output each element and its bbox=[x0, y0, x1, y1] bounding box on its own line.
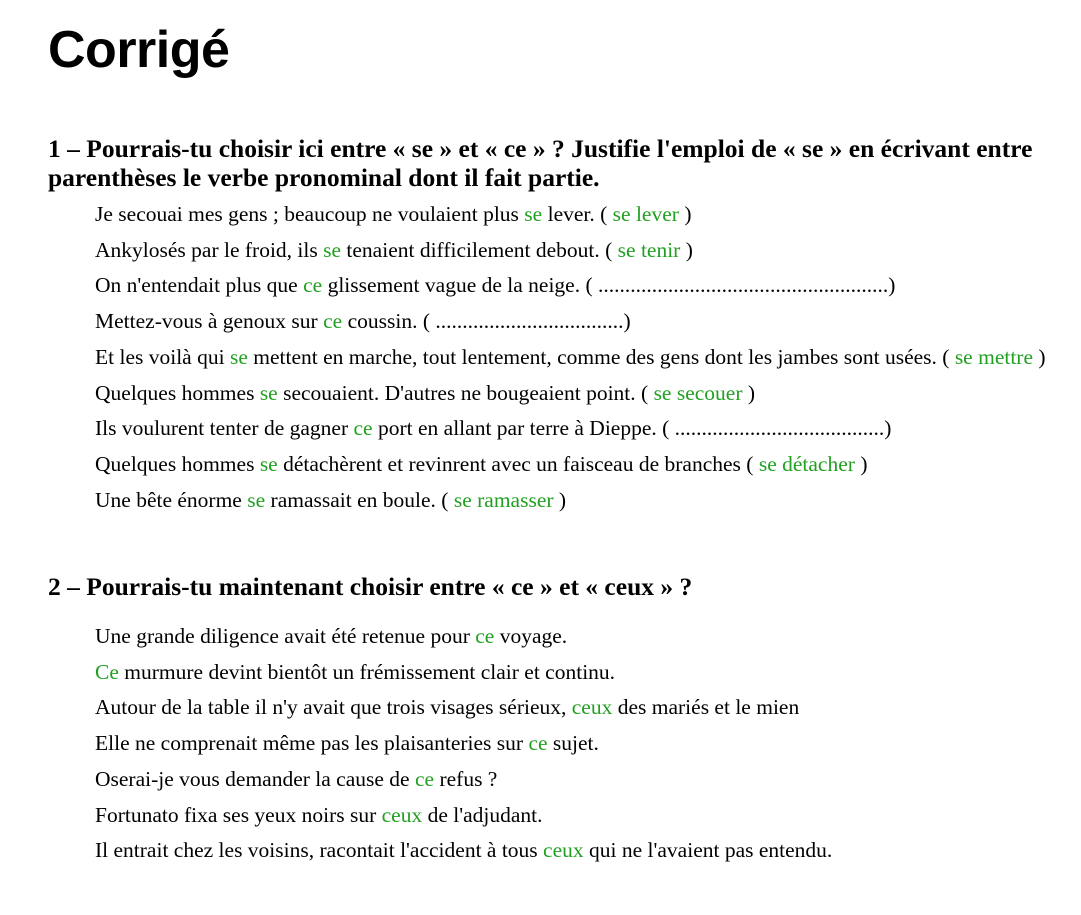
answer: ce bbox=[528, 731, 548, 756]
answer: ce bbox=[475, 624, 495, 648]
answer: se bbox=[229, 344, 248, 369]
answer: ceux bbox=[543, 838, 584, 863]
list-item: Je secouai mes gens ; beaucoup ne voulaient plus se lever. ( se lever ) bbox=[95, 202, 692, 226]
answer: se bbox=[524, 202, 543, 226]
justification: se ramasser bbox=[453, 487, 554, 512]
list-item: Oserai-je vous demander la cause de ce refus ? bbox=[95, 766, 498, 791]
answer: ce bbox=[353, 416, 373, 441]
list-item: Quelques hommes se détachèrent et revinrent avec un faisceau de branches ( se détacher ) bbox=[95, 451, 868, 476]
list-item: Mettez-vous à genoux sur ce coussin. ( ...................................) bbox=[95, 309, 631, 334]
list-item: Il entrait chez les voisins, racontait l'accident à tous ceux qui ne l'avaient pas entendu. bbox=[95, 838, 833, 863]
exercise-2-question: 2 – Pourrais-tu maintenant choisir entre « ce » et « ceux » ? bbox=[48, 572, 693, 601]
answer: ce bbox=[303, 273, 323, 298]
list-item: Ce murmure devint bientôt un frémissement clair et continu. bbox=[95, 659, 616, 684]
answer: ceux bbox=[381, 802, 423, 827]
answer: ce bbox=[323, 309, 343, 334]
answer: ce bbox=[414, 766, 435, 791]
list-item: Une grande diligence avait été retenue pour ce voyage. bbox=[95, 624, 568, 648]
list-item: Et les voilà qui se mettent en marche, tout lentement, comme des gens dont les jambes sont usées. ( se mettre ) bbox=[95, 344, 1046, 369]
list-item: On n'entendait plus que ce glissement vague de la neige. ( ......................................................) bbox=[95, 273, 896, 298]
answer: se bbox=[323, 237, 342, 262]
answer: Ce bbox=[95, 659, 119, 684]
answer: se bbox=[247, 487, 266, 512]
list-item: Ils voulurent tenter de gagner ce port en allant par terre à Dieppe. ( .......................................) bbox=[95, 416, 892, 441]
justification: se tenir bbox=[617, 237, 681, 262]
list-item: Fortunato fixa ses yeux noirs sur ceux de l'adjudant. bbox=[95, 802, 543, 827]
list-item: Quelques hommes se secouaient. D'autres ne bougeaient point. ( se secouer ) bbox=[95, 380, 756, 405]
list-item: Autour de la table il n'y avait que trois visages sérieux, ceux des mariés et le mien bbox=[95, 695, 800, 720]
answer: se bbox=[259, 451, 278, 476]
exercise-1-question: 1 – Pourrais-tu choisir ici entre « se » et « ce » ? Justifie l'emploi de « se » en écrivant entre parenthèses le verbe pronominal dont il fait partie. bbox=[48, 134, 1033, 192]
exercise-1-list bbox=[95, 197, 1059, 518]
list-item: Elle ne comprenait même pas les plaisanteries sur ce sujet. bbox=[95, 731, 599, 756]
justification: se lever bbox=[612, 202, 679, 226]
justification: se mettre bbox=[954, 344, 1034, 369]
answer: ceux bbox=[571, 695, 613, 720]
answer: se bbox=[259, 380, 278, 405]
exercise-2-list bbox=[95, 619, 1059, 869]
justification: se détacher bbox=[758, 451, 855, 476]
list-item: Ankylosés par le froid, ils se tenaient difficilement debout. ( se tenir ) bbox=[95, 237, 693, 262]
page-title: Corrigé bbox=[48, 21, 230, 79]
justification: se secouer bbox=[653, 380, 743, 405]
list-item: Une bête énorme se ramassait en boule. ( se ramasser ) bbox=[95, 487, 567, 512]
